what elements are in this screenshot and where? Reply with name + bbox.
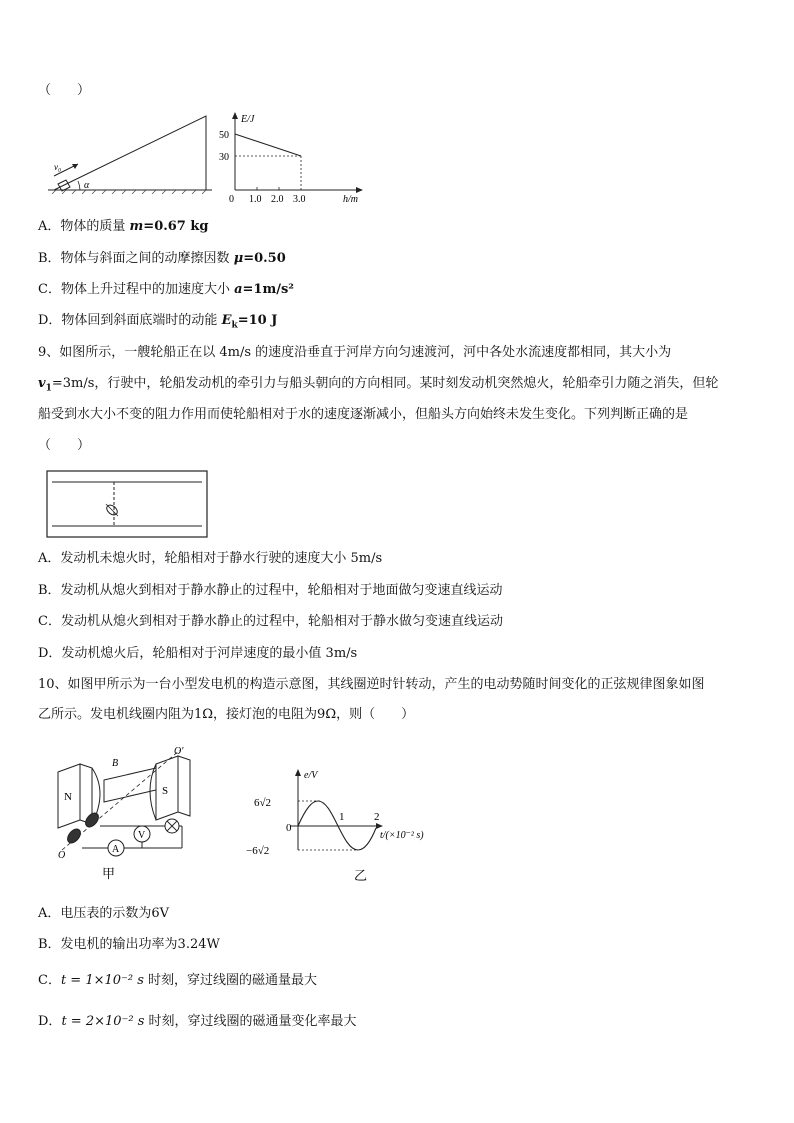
q8-option-a: A．物体的质量 m=0.67 kg: [38, 219, 209, 234]
tick-2: 2.0: [271, 194, 284, 205]
height-axis-label: h/m: [343, 194, 358, 205]
magnet-s-label: S: [162, 785, 169, 797]
q8-option-b: B．物体与斜面之间的动摩擦因数 μ=0.50: [38, 251, 286, 266]
q10-option-c: C．t = 1×10⁻² s 时刻，穿过线圈的磁通量最大: [38, 973, 318, 988]
tick-0: 0: [229, 194, 234, 205]
q10-option-b: B．发电机的输出功率为3.24W: [38, 937, 220, 952]
incline-figure: [46, 112, 216, 194]
q10-option-d: D．t = 2×10⁻² s 时刻，穿过线圈的磁通量变化率最大: [38, 1014, 357, 1029]
time-axis-label: t/(×10⁻² s): [380, 830, 424, 841]
time-tick-1: 1: [339, 811, 345, 823]
emf-axis-label: e/V: [304, 770, 318, 781]
energy-line: [235, 134, 301, 156]
figure-caption-jia: 甲: [102, 866, 116, 881]
voltmeter-label: V: [138, 830, 146, 841]
alpha-label: α: [84, 180, 90, 191]
q8-option-c: C．物体上升过程中的加速度大小 a=1m/s²: [38, 282, 294, 297]
tick-30: 30: [219, 152, 229, 163]
magnet-n-label: N: [64, 791, 72, 803]
q9-option-b: B．发动机从熄火到相对于静水静止的过程中，轮船相对于地面做匀变速直线运动: [38, 583, 503, 598]
v0-label: v₀: [54, 162, 62, 172]
emf-top-label: 6√2: [254, 797, 272, 809]
time-tick-2: 2: [374, 811, 380, 823]
coil-b-label: B: [112, 758, 119, 769]
q8-option-d: D．物体回到斜面底端时的动能 $E_k=10$ J: [38, 313, 278, 331]
q9-option-c: C．发动机从熄火到相对于静水静止的过程中，轮船相对于静水做匀变速直线运动: [38, 614, 503, 629]
tick-3: 3.0: [293, 194, 306, 205]
energy-axis-label: E/J: [241, 114, 255, 125]
axis-o-prime-label: O′: [174, 746, 184, 757]
q9-answer-paren: （ ）: [38, 438, 91, 453]
q10-option-a: A．电压表的示数为6V: [38, 906, 170, 921]
q10-stem-line2: 乙所示。发电机线圈内阻为1Ω，接灯泡的电阻为9Ω，则（ ）: [38, 707, 415, 722]
q9-stem-line1: 9、如图所示，一艘轮船正在以 4m/s 的速度沿垂直于河岸方向匀速渡河，河中各处水流速度都相同，其大小为: [38, 345, 672, 360]
axis-o-label: O: [58, 850, 66, 861]
figure-caption-yi: 乙: [354, 868, 368, 883]
emf-time-graph: [240, 766, 450, 884]
tick-1: 1.0: [249, 194, 262, 205]
q9-option-d: D．发动机熄火后，轮船相对于河岸速度的最小值 3m/s: [38, 646, 358, 661]
q9-stem-line2: $v_1=3m/s$，行驶中，轮船发动机的牵引力与船头朝向的方向相同。某时刻发动机突然熄火，轮船牵引力随之消失，但轮: [38, 376, 719, 394]
generator-figure: [52, 740, 202, 882]
emf-bottom-label: −6√2: [246, 845, 270, 857]
q9-option-a: A．发动机未熄火时，轮船相对于静水行驶的速度大小 5m/s: [38, 551, 383, 566]
q10-stem-line1: 10、如图甲所示为一台小型发电机的构造示意图，其线圈逆时针转动，产生的电动势随时间变化的正弦规律图象如图: [38, 677, 705, 692]
q8-answer-paren: （ ）: [38, 83, 91, 98]
q9-stem-line3: 船受到水大小不变的阻力作用而使轮船相对于水的速度逐渐减小，但船头方向始终未发生变化。下列判断正确的是: [38, 407, 689, 422]
ammeter-label: A: [112, 844, 120, 855]
tick-50: 50: [219, 130, 229, 141]
energy-height-graph: [215, 110, 375, 206]
river-figure: [46, 470, 210, 540]
emf-zero-label: 0: [286, 822, 292, 834]
